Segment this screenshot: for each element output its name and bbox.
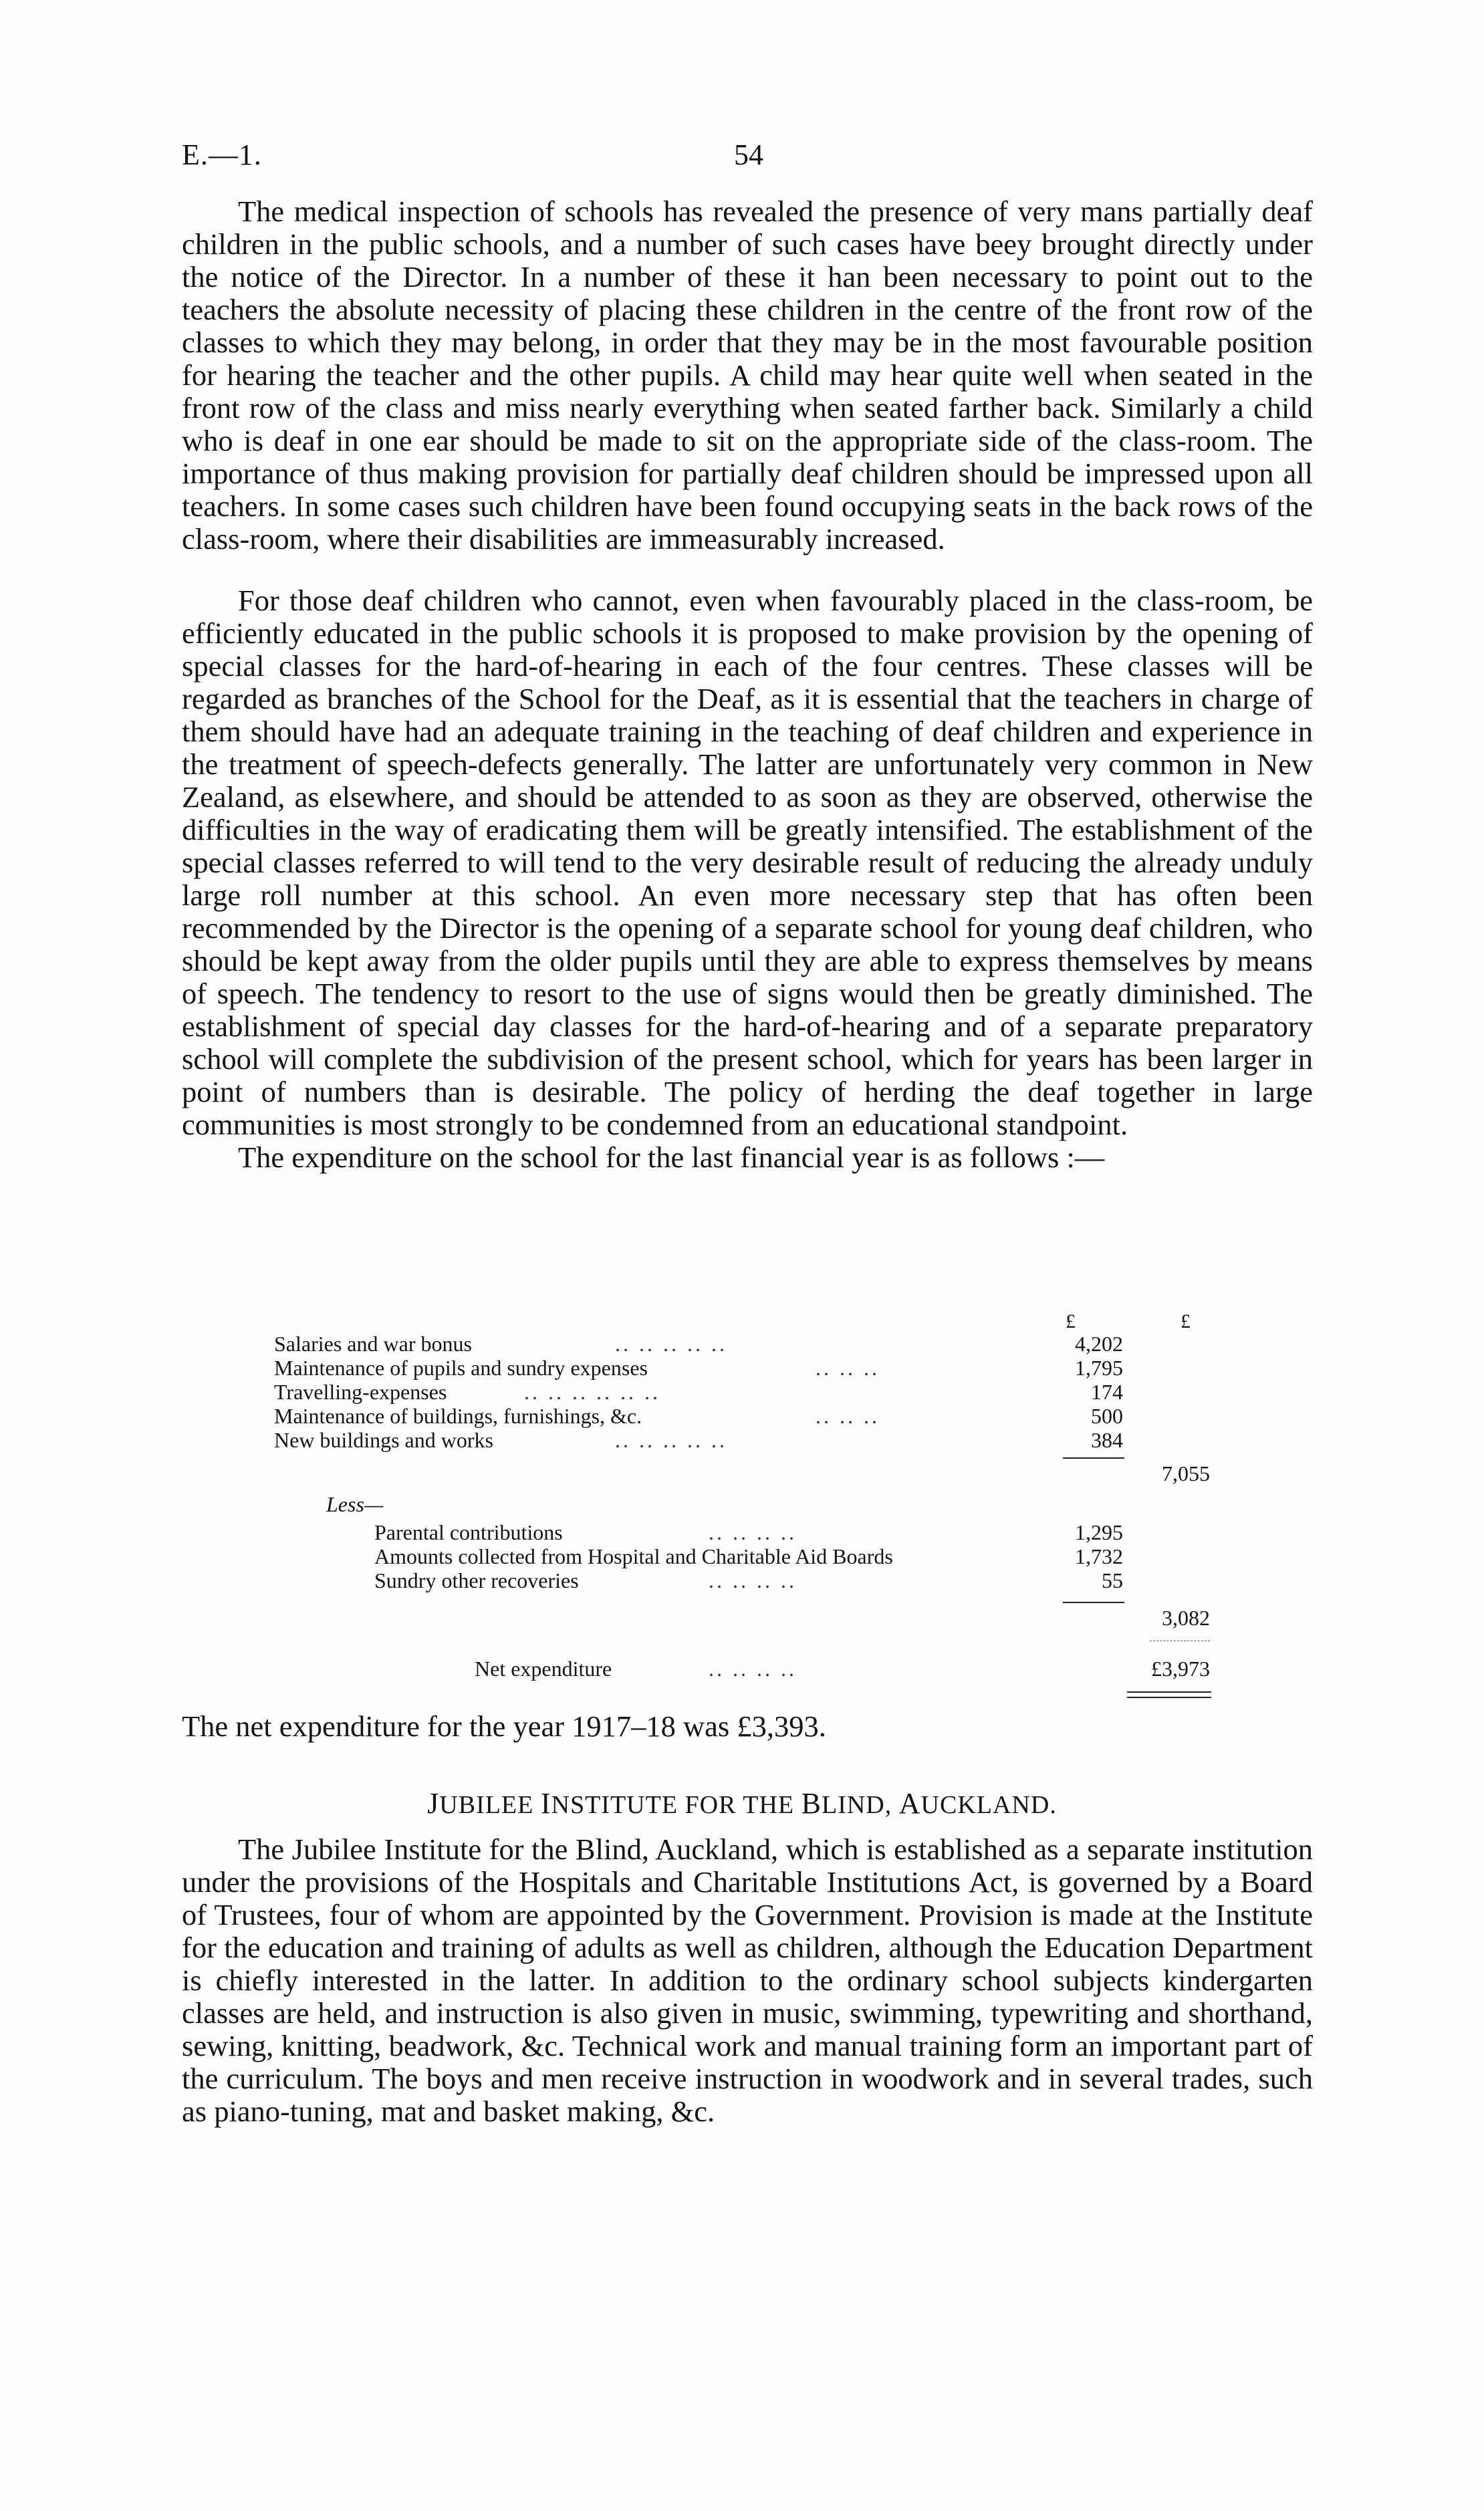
paragraph-text: The Jubilee Institute for the Blind, Auckland, which is established as a separate institution under the provisions of the Hospitals and Charitable Institutions Act, is governed by a Board of Trustees, four of whom are appointed by the Government. Provision is made at the Institute for the education and training of adults as well as children, although the Education Department is chiefly interested in the latter. In addition to the ordinary school subjects kindergarten classes are held, and instruction is also given in music, swimming, typewriting and shorthand, sewing, knitting, beadwork, &c. Technical work and manual training form an important part of the curriculum. The boys and men receive instruction in woodwork and in several trades, such as piano-tuning, mat and basket making, &c. — [182, 1832, 1313, 2128]
section-heading — [0, 1786, 1484, 1820]
expense-amount: 384 — [1091, 1428, 1123, 1452]
leader-dots: .. .. .. .. — [709, 1520, 797, 1544]
gross-total: 7,055 — [1162, 1461, 1210, 1485]
deduction-amount: 1,295 — [1075, 1520, 1123, 1544]
deductions-total: 3,082 — [1162, 1606, 1210, 1630]
leader-dots: .. .. .. — [816, 1404, 880, 1428]
deduction-label: Parental contributions — [374, 1520, 563, 1544]
leader-dots: .. .. .. .. .. .. — [524, 1380, 660, 1404]
heading-part: UBILEE — [439, 1791, 541, 1819]
heading-initial: B — [801, 1787, 822, 1820]
expense-amount: 500 — [1091, 1404, 1123, 1428]
expense-label: Travelling-expenses — [274, 1380, 447, 1404]
paragraph-expenditure-intro: The expenditure on the school for the last financial year is as follows :— — [238, 1141, 1105, 1174]
document-reference: E.—1. — [182, 138, 262, 171]
expense-amount: 4,202 — [1075, 1332, 1123, 1356]
page-number: 54 — [734, 138, 763, 171]
expense-label: New buildings and works — [274, 1428, 493, 1452]
heading-part: UCKLAND. — [920, 1791, 1057, 1819]
currency-header-amounts: £ — [1066, 1310, 1076, 1332]
expense-label: Maintenance of buildings, furnishings, &c. — [274, 1404, 642, 1428]
currency-header-totals: £ — [1181, 1310, 1191, 1332]
leader-dots: .. .. .. .. — [709, 1568, 797, 1592]
subtotal-rule — [1063, 1457, 1124, 1459]
deduction-amount: 1,732 — [1075, 1544, 1123, 1568]
heading-initial: I — [540, 1787, 551, 1820]
deduction-label: Amounts collected from Hospital and Charitable Aid Boards — [374, 1544, 893, 1568]
less-label: Less— — [326, 1492, 384, 1516]
deduction-amount: 55 — [1102, 1568, 1123, 1592]
heading-initial: A — [898, 1787, 921, 1820]
expense-amount: 174 — [1091, 1380, 1123, 1404]
heading-initial: J — [427, 1787, 440, 1820]
heading-part: LIND, — [822, 1791, 899, 1819]
expense-label: Maintenance of pupils and sundry expenses — [274, 1356, 648, 1380]
leader-dots: .. .. .. .. .. — [615, 1332, 727, 1356]
paragraph-jubilee-institute — [182, 1833, 1313, 2128]
net-expenditure-total: £3,973 — [1151, 1657, 1210, 1681]
net-expenditure-previous-year: The net expenditure for the year 1917–18 was £3,393. — [182, 1709, 826, 1743]
subtotal-rule — [1063, 1602, 1124, 1603]
paragraph-text: The medical inspection of schools has revealed the presence of very mans partially deaf children in the public schools, and a number of such cases have beey brought directly under the notice of the Director. In a number of these it han been necessary to point out to the teachers the absolute necessity of placing these children in the centre of the front row of the classes to which they may belong, in order that they may be in the most favourable position for hearing the teacher and the other pupils. A child may hear quite well when seated in the front row of the class and miss nearly everything when seated farther back. Similarly a child who is deaf in one ear should be made to sit on the appropriate side of the class-room. The importance of thus making provision for partially deaf children should be impressed upon all teachers. In some cases such children have been found occupying seats in the back rows of the class-room, where their disabilities are immeasurably increased. — [182, 195, 1313, 556]
net-expenditure-label: Net expenditure — [475, 1657, 612, 1681]
double-rule-bottom — [1127, 1697, 1211, 1698]
double-rule-top — [1127, 1691, 1211, 1693]
paragraph-text: For those deaf children who cannot, even when favourably placed in the class-room, be efficiently educated in the public schools it is proposed to make provision by the opening of special classes for the hard-of-hearing in each of the four centres. These classes will be regarded as branches of the School for the Deaf, as it is essential that the teachers in charge of them should have had an adequate training in the teaching of deaf children and experience in the treatment of speech-defects generally. The latter are unfortunately very common in New Zealand, as elsewhere, and should be attended to as soon as they are observed, otherwise the difficulties in the way of eradicating them will be greatly intensified. The establishment of the special classes referred to will tend to the very desirable result of reducing the already unduly large roll number at this school. An even more necessary step that has often been recommended by the Director is the opening of a separate school for young deaf children, who should be kept away from the older pupils until they are able to express themselves by means of speech. The tendency to resort to the use of signs would then be greatly diminished. The establishment of special day classes for the hard-of-hearing and of a separate preparatory school will complete the subdivision of the present school, which for years has been larger in point of numbers than is desirable. The policy of herding the deaf together in large communities is most strongly to be condemned from an educational standpoint. — [182, 584, 1313, 1141]
heading-part: NSTITUTE FOR THE — [551, 1791, 801, 1819]
leader-dots: .. .. .. .. — [709, 1657, 797, 1681]
deduction-label: Sundry other recoveries — [374, 1568, 579, 1592]
leader-dots: .. .. .. .. .. — [615, 1428, 727, 1452]
expense-label: Salaries and war bonus — [274, 1332, 472, 1356]
leader-dots: .. .. .. — [816, 1356, 880, 1380]
expense-amount: 1,795 — [1075, 1356, 1123, 1380]
